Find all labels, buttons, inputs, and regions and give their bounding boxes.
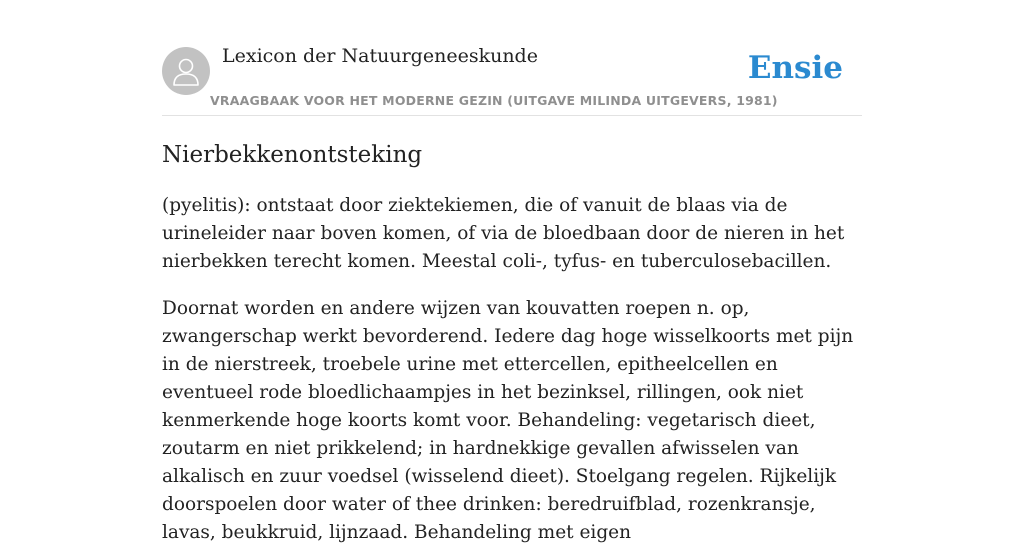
entry-paragraph: Doornat worden en andere wijzen van kouvatten roepen n. op, zwangerschap werkt bevorderend. Iedere dag hoge wisselkoorts met pijn in de nierstreek, troebele urine met ettercellen, epitheelcellen en eventueel rode bloedlichaampjes in het bezinksel, rillingen, ook niet kenmerkende hoge koorts komt voor. Behandeling: vegetarisch dieet, zoutarm en niet prikkelend; in hardnekkige gevallen afwisselen van alkalisch en zuur voedsel (wisselend dieet). Stoelgang regelen. Rijkelijk doorspoelen door water of thee drinken: beredruifblad, rozenkransje, lavas, beukkruid, lijnzaad. Behandeling met eigen (162, 298, 854, 543)
content (162, 0, 862, 547)
entry-title: Nierbekkenontsteking (162, 142, 423, 168)
avatar[interactable] (162, 47, 210, 95)
brand-logo[interactable]: Ensie (747, 50, 843, 86)
user-icon (172, 56, 200, 86)
header (162, 0, 862, 116)
entry-paragraph: (pyelitis): ontstaat door ziektekiemen, die of vanuit de blaas via de urineleider naar boven komen, of via de bloedbaan door de nieren in het nierbekken terecht komen. Meestal coli-, tyfus- en tuberculosebacillen. (162, 195, 845, 272)
book-subtitle: VRAAGBAAK VOOR HET MODERNE GEZIN (UITGAVE MILINDA UITGEVERS, 1981) (210, 93, 778, 108)
book-title[interactable]: Lexicon der Natuurgeneeskunde (222, 45, 538, 67)
